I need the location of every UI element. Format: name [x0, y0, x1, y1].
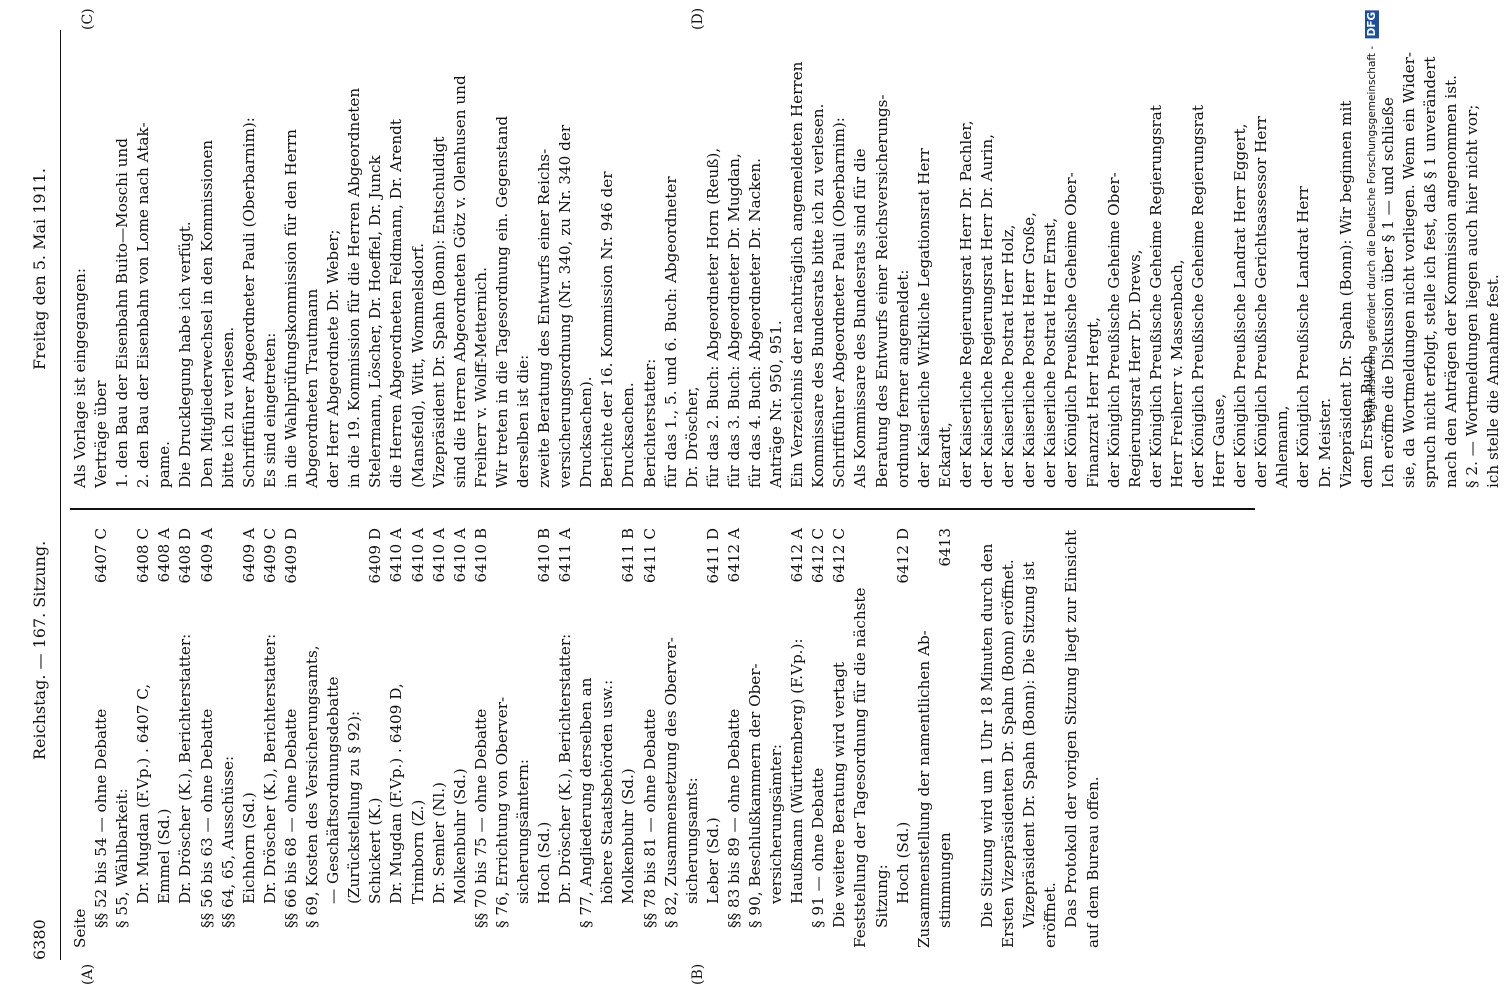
- toc-text: Die weitere Beratung wird vertagt: [830, 661, 849, 928]
- toc-page-ref: 6411 A: [555, 528, 576, 586]
- toc-text: Trimborn (Z.): [408, 799, 427, 904]
- digitization-credit: [1365, 10, 1379, 421]
- toc-page-ref: 6408 C: [133, 528, 154, 587]
- toc-line: [260, 528, 281, 948]
- toc-page-ref: 6413: [935, 528, 956, 571]
- body-line: Ein Verzeichnis der nachträglich angemeldeten Herren: [788, 61, 807, 488]
- toc-text: §§ 52 bis 54 — ohne Debatte: [92, 708, 111, 928]
- toc-line: [492, 528, 513, 948]
- toc-line: [154, 528, 175, 948]
- body-line: Herr Freiherr v. Massenbach,: [1167, 259, 1186, 488]
- toc-text: höhere Staatsbehörden usw.:: [598, 679, 617, 904]
- toc-line: [323, 528, 344, 948]
- body-line: Schriftführer Abgeordneter Pauli (Oberbarnim):: [239, 117, 258, 488]
- body-line: Dr. Meister.: [1315, 397, 1334, 488]
- body-line: Freiherr v. Wolff-Metternich.: [471, 267, 490, 488]
- toc-line: [1083, 528, 1104, 948]
- body-line: ich stelle die Annahme fest.: [1484, 274, 1503, 488]
- toc-line: [956, 528, 977, 948]
- body-line: für das 2. Buch: Abgeordneter Horn (Reuß),: [703, 147, 722, 488]
- toc-text: §§ 70 bis 75 — ohne Debatte: [471, 708, 490, 928]
- page-number: 6380: [30, 919, 49, 960]
- toc-page-ref: 6412 C: [808, 528, 829, 587]
- toc-text: Sitzung:: [872, 864, 891, 928]
- toc-text: § 69, Kosten des Versicherungsamts,: [303, 645, 322, 928]
- body-line: 2. den Bau der Eisenbahn von Lome nach Atak-: [134, 122, 153, 488]
- body-line: der Herr Abgeordnete Dr. Weber;: [324, 229, 343, 488]
- body-line: der Königlich Preußische Landrat Herr Eggert,: [1231, 123, 1250, 488]
- body-line: Abgeordneten Trautmann: [303, 288, 322, 488]
- toc-text: Dr. Mugdan (F.Vp.) . 6407 C,: [134, 683, 153, 904]
- toc-line: [429, 528, 450, 948]
- toc-line: [576, 528, 597, 948]
- body-line: Berichte der 16. Kommission Nr. 946 der: [598, 171, 617, 488]
- toc-line: [112, 528, 133, 948]
- margin-mark-c: (C): [80, 8, 96, 30]
- toc-line: [703, 528, 724, 948]
- toc-line: [682, 528, 703, 948]
- toc-text: Zusammenstellung der namentlichen Ab-: [914, 630, 933, 948]
- body-line: Ahlemann,: [1273, 405, 1292, 488]
- toc-text: Die Sitzung wird um 1 Uhr 18 Minuten durch den: [978, 543, 997, 928]
- body-line: Drucksachen).: [577, 376, 596, 488]
- toc-line: [281, 528, 302, 948]
- toc-page-ref: 6411 C: [640, 528, 661, 587]
- body-line: Kommissare des Bundesrats bitte ich zu verlesen.: [809, 103, 828, 488]
- toc-line: [829, 528, 850, 948]
- toc-page-ref: 6411 B: [618, 528, 639, 587]
- toc-text: Haußmann (Württemberg) (F.Vp.):: [788, 638, 807, 904]
- body-line: der Kaiserliche Regierungsrat Herr Dr. Aurin,: [978, 134, 997, 488]
- toc-line: [365, 528, 386, 948]
- right-column: [70, 33, 1504, 488]
- toc-page-ref: 6410 A: [450, 528, 471, 586]
- toc-text: §§ 83 bis 89 — ohne Debatte: [724, 708, 743, 928]
- toc-text: stimmungen: [935, 832, 954, 928]
- toc-line: [408, 528, 429, 948]
- toc-page-ref: 6412 A: [724, 528, 745, 586]
- body-line: Beratung des Entwurfs einer Reichsversicherungs-: [872, 94, 891, 488]
- toc-text: Eichhorn (Sd.): [239, 792, 258, 904]
- toc-page-ref: 6408 D: [175, 528, 196, 588]
- body-line: Die Drucklegung habe ich verfügt.: [176, 221, 195, 488]
- toc-text: Vizepräsident Dr. Spahn (Bonn): Die Sitzung ist: [1020, 561, 1039, 928]
- toc-text: Leber (Sd.): [703, 817, 722, 904]
- toc-text: §§ 56 bis 63 — ohne Debatte: [197, 708, 216, 928]
- body-line: spruch nicht erfolgt, stelle ich fest, daß § 1 unverändert: [1421, 56, 1439, 488]
- toc-line: [218, 528, 239, 948]
- toc-line: [745, 528, 766, 948]
- toc-line: [1040, 528, 1061, 948]
- toc-line: [893, 528, 914, 948]
- toc-page-ref: 6409 D: [281, 528, 302, 588]
- body-line: der Königlich Preußische Geheime Regierungsrat: [1146, 105, 1165, 488]
- body-line: Verträge über: [92, 380, 111, 488]
- body-line: Eckardt,: [935, 422, 954, 488]
- toc-line: [977, 528, 998, 948]
- toc-page-ref: 6410 B: [534, 528, 555, 587]
- toc-line: [808, 528, 829, 948]
- toc-line: [914, 528, 935, 948]
- toc-line: [91, 528, 112, 948]
- toc-line: [935, 528, 956, 948]
- body-line: Anträge Nr. 950, 951.: [767, 320, 786, 488]
- toc-line: [302, 528, 323, 948]
- toc-line: [513, 528, 534, 948]
- body-line: für das 3. Buch: Abgeordneter Dr. Mugdan,: [724, 153, 743, 488]
- toc-text: Molkenbuhr (Sd.): [450, 768, 469, 904]
- header-title-right: Freitag den 5. Mai 1911.: [30, 167, 49, 370]
- body-line: der Kaiserliche Postrat Herr Holz,: [999, 224, 1018, 488]
- toc-text: § 90, Beschlußkammern der Ober-: [746, 663, 764, 928]
- body-line: Dr. Dröscher,: [682, 386, 701, 488]
- toc-text: eröffnet.: [1041, 882, 1060, 948]
- toc-line: [998, 528, 1019, 948]
- body-line: Den Mitgliederwechsel in den Kommissionen: [197, 139, 216, 488]
- toc-text: Dr. Dröscher (K.), Berichterstatter:: [556, 633, 575, 904]
- toc-text: Molkenbuhr (Sd.): [619, 768, 638, 904]
- body-line: Vizepräsident Dr. Spahn (Bonn): Wir beginnen mit: [1336, 100, 1355, 488]
- body-line: der Königlich Preußische Geheime Ober-: [1062, 172, 1081, 488]
- margin-mark-a: (A): [80, 963, 96, 985]
- toc-line: [872, 528, 893, 948]
- body-line: Regierungsrat Herr Dr. Drews,: [1125, 249, 1144, 488]
- toc-text: Dr. Dröscher (K.), Berichterstatter:: [260, 633, 279, 904]
- toc-line: [787, 528, 808, 948]
- body-line: Finanzrat Herr Hergt,: [1083, 317, 1102, 488]
- toc-text: sicherungsämtern:: [513, 759, 532, 904]
- toc-page-ref: 6409 A: [239, 528, 260, 586]
- toc-line: [661, 528, 682, 948]
- toc-text: § 82, Zusammensetzung des Oberver-: [661, 637, 680, 928]
- toc-line: [766, 528, 787, 948]
- toc-text: §§ 64, 65, Ausschüsse:: [218, 755, 237, 928]
- body-line: bitte ich zu verlesen.: [218, 326, 237, 488]
- toc-text: (Zurückstellung zu § 92):: [345, 710, 364, 904]
- toc-text: — Geschäftsordnungsdebatte: [324, 676, 343, 904]
- toc-line: [175, 528, 196, 948]
- toc-line: [534, 528, 555, 948]
- body-line: für das 4. Buch: Abgeordneter Dr. Nacken.: [746, 158, 764, 488]
- toc-page-ref: 6410 A: [408, 528, 429, 586]
- left-column: [70, 528, 1104, 948]
- body-line: der Kaiserliche Regierungsrat Herr Dr. Pachler,: [956, 120, 975, 488]
- toc-page-ref: 6410 A: [386, 528, 407, 586]
- body-line: der Kaiserliche Postrat Herr Ernst,: [1041, 217, 1060, 488]
- toc-line: [70, 528, 91, 948]
- body-line: derselben ist die:: [513, 354, 532, 488]
- toc-text: Dr. Mugdan (F.Vp.) . 6409 D,: [387, 683, 406, 904]
- body-line: 1. den Bau der Eisenbahn Buito—Moschi und: [113, 138, 132, 488]
- toc-text: §§ 66 bis 68 — ohne Debatte: [281, 708, 300, 928]
- toc-page-ref: 6412 D: [893, 528, 914, 588]
- body-line: der Kaiserliche Wirkliche Legationsrat Herr: [914, 148, 933, 488]
- toc-text: Ersten Vizepräsidenten Dr. Spahn (Bonn) eröffnet.: [999, 559, 1018, 948]
- toc-line: [640, 528, 661, 948]
- toc-line: [850, 528, 871, 948]
- toc-text: auf dem Bureau offen.: [1083, 776, 1102, 948]
- page-header: [30, 30, 58, 960]
- toc-text: sicherungsamts:: [682, 777, 701, 904]
- toc-text: § 55, Wählbarkeit:: [113, 788, 132, 928]
- body-line: zweite Beratung des Entwurfs einer Reichs-: [535, 148, 554, 488]
- body-line: in die Wahlprüfungskommission für den Herrn: [281, 129, 300, 488]
- body-line: die Herren Abgeordneten Feldmann, Dr. Arendt: [387, 119, 406, 488]
- body-line: § 2. — Wortmeldungen liegen auch hier nicht vor;: [1463, 104, 1482, 488]
- body-line: ordnung ferner angemeldet:: [893, 269, 912, 488]
- body-line: pame.: [155, 441, 174, 488]
- toc-line: [597, 528, 618, 948]
- column-divider: [70, 508, 1255, 510]
- toc-text: Das Protokoll der vorigen Sitzung liegt zur Einsicht: [1062, 529, 1081, 928]
- body-line: der Kaiserliche Postrat Herr Große,: [1020, 212, 1039, 488]
- body-line: der Königlich Preußische Landrat Herr: [1294, 186, 1313, 488]
- body-line: versicherungsordnung (Nr. 340, zu Nr. 340 der: [556, 124, 575, 488]
- toc-text: § 76, Errichtung von Oberver-: [492, 696, 511, 928]
- toc-line: [450, 528, 471, 948]
- toc-page-ref: 6412 C: [829, 528, 850, 587]
- toc-page-ref: 6408 A: [154, 528, 175, 586]
- credit-text: Digitalisierung gefördert durch die Deutsche Forschungsgemeinschaft -: [1366, 45, 1378, 422]
- body-line: Als Vorlage ist eingegangen:: [71, 268, 89, 488]
- toc-page-ref: 6409 C: [260, 528, 281, 587]
- toc-line: [344, 528, 365, 948]
- toc-line: [197, 528, 218, 948]
- body-line: Es sind eingetreten:: [260, 332, 279, 488]
- toc-line: [471, 528, 492, 948]
- body-line: in die 19. Kommission für die Herren Abgeordneten: [345, 87, 364, 488]
- body-line: der Königlich Preußische Geheime Ober-: [1104, 172, 1123, 488]
- toc-line: [618, 528, 639, 948]
- toc-text: Schickert (K.): [366, 797, 385, 904]
- body-line: Stelermann, Löscher, Dr. Hoeffel, Dr. Junck: [366, 155, 385, 488]
- toc-line: [386, 528, 407, 948]
- toc-line: [1019, 528, 1040, 948]
- body-line: sind die Herren Abgeordneten Götz v. Olenhusen und: [450, 75, 469, 488]
- body-line: für das 1., 5. und 6. Buch: Abgeordneter: [661, 176, 680, 488]
- toc-page-ref: 6409 D: [365, 528, 386, 588]
- margin-mark-d: (D): [690, 7, 706, 30]
- body-line: nach den Anträgen der Kommission angenommen ist.: [1442, 75, 1461, 488]
- header-title-left: Reichstag. — 167. Sitzung.: [30, 540, 49, 760]
- toc-text: § 91 — ohne Debatte: [809, 767, 828, 928]
- toc-text: Dr. Semler (Nl.): [429, 782, 448, 904]
- header-rule: [60, 30, 61, 960]
- toc-text: Feststellung der Tagesordnung für die nächste: [851, 587, 870, 948]
- toc-page-ref: 6412 A: [787, 528, 808, 586]
- body-line: Als Kommissare des Bundesrats sind für die: [851, 148, 870, 488]
- toc-text: Hoch (Sd.): [893, 821, 912, 904]
- toc-page-ref: 6411 D: [703, 528, 724, 588]
- toc-line: [724, 528, 745, 948]
- toc-line: [555, 528, 576, 948]
- body-line: Vizepräsident Dr. Spahn (Bonn): Entschuldigt: [429, 136, 448, 488]
- body-line: dem Ersten Buch.: [1357, 350, 1376, 488]
- toc-text: §§ 78 bis 81 — ohne Debatte: [640, 708, 659, 928]
- dfg-logo: DFG: [1366, 12, 1378, 37]
- toc-text: Hoch (Sd.): [535, 821, 554, 904]
- toc-page-ref: 6410 A: [429, 528, 450, 586]
- toc-page-ref: 6410 B: [471, 528, 492, 587]
- body-line: Schriftführer Abgeordneter Pauli (Oberbarnim):: [830, 117, 849, 488]
- body-line: sie, da Wortmeldungen nicht vorliegen. Wenn ein Wider-: [1399, 51, 1418, 488]
- body-line: der Königlich Preußische Geheime Regierungsrat: [1188, 105, 1207, 488]
- toc-line: [133, 528, 154, 948]
- toc-text: Dr. Dröscher (K.), Berichterstatter:: [176, 633, 195, 904]
- margin-mark-b: (B): [690, 963, 706, 985]
- toc-text: Seite: [71, 908, 89, 948]
- toc-text: versicherungsämter:: [767, 743, 786, 904]
- body-line: der Königlich Preußische Gerichtsassessor Herr: [1252, 116, 1271, 488]
- body-line: (Mansfeld), Witt, Wommelsdorf.: [408, 242, 427, 488]
- body-line: Herr Gause,: [1210, 393, 1229, 488]
- body-line: Wir treten in die Tagesordnung ein. Gegenstand: [492, 115, 511, 488]
- toc-text: Emmel (Sd.): [155, 808, 174, 904]
- body-line: Ich eröffne die Diskussion über § 1 — und schließe: [1378, 97, 1397, 488]
- body-line: Drucksachen.: [619, 382, 638, 488]
- toc-line: [239, 528, 260, 948]
- toc-line: [1061, 528, 1082, 948]
- body-line: Berichterstatter:: [640, 358, 659, 488]
- toc-page-ref: 6409 A: [197, 528, 218, 586]
- toc-text: § 77, Angliederung derselben an: [577, 677, 596, 928]
- toc-page-ref: 6407 C: [91, 528, 112, 587]
